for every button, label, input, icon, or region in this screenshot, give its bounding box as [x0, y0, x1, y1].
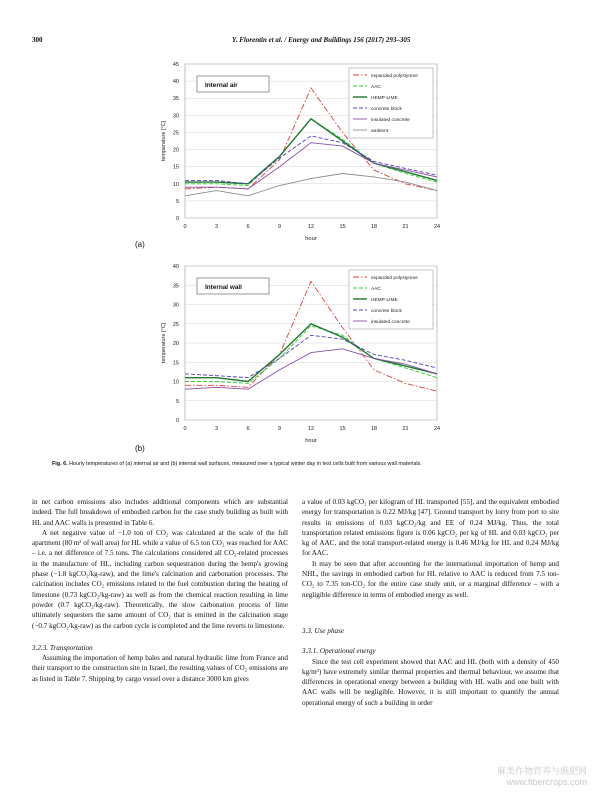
legend-entry: AAC — [371, 287, 381, 292]
x-tick-label: 3 — [214, 426, 219, 432]
legend-entry: insulated concrete — [371, 320, 410, 325]
x-tick-label: 9 — [277, 224, 282, 230]
x-tick-label: 6 — [246, 224, 250, 230]
legend-entry: HEMP-LIME — [371, 96, 398, 101]
running-header — [32, 36, 564, 46]
y-tick-label: 20 — [172, 147, 179, 154]
x-tick-label: 21 — [402, 426, 409, 432]
watermark — [497, 766, 587, 788]
paragraph: A net negative value of −1.0 ton of CO₂ was calculated at the scale of the full apartment (80 m² of wall area) for HL while a value of 6.5 ton CO₂ was reached for AAC – i.e. a net difference of 7.5 tons. The calculations considered all CO₂-related processes in the manufacture of HL, including carbon sequestration during the hemp's growing phase (−1.8 kgCO₂/kg-raw), and the lime's calcination and carbonation processes. The calcination includes CO₂ emissions related to the fuel combustion during the heating of limestone (0.73 kgCO₂/kg-raw) as well as from the chemical reaction resulting in lime powder (0.7 kgCO₂/kg-raw). Theoretically, the slow carbonation process of lime ultimately sequesters the same amount of CO₂ that is emitted in the calcination stage (−0.7 kgCO₂/kg-raw) as the carbon cycle is completed and the lime reverts to limestone. — [32, 528, 288, 630]
y-tick-label: 25 — [172, 321, 179, 328]
page-number: 300 — [32, 36, 43, 44]
legend-entry: insulated concrete — [371, 118, 410, 123]
legend-entry: ambient — [371, 129, 389, 134]
watermark-line-1: 麻类作物营养与施肥网 — [496, 766, 587, 776]
x-tick-label: 6 — [246, 426, 250, 432]
y-tick-label: 5 — [175, 198, 179, 205]
chart-title: Internal wall — [205, 284, 242, 291]
y-tick-label: 40 — [172, 264, 179, 270]
y-tick-label: 10 — [172, 379, 179, 386]
legend-entry: expanded polystyrene — [371, 74, 418, 79]
watermark-line-2: www.fibercrops.com — [506, 777, 587, 787]
left-column — [32, 497, 288, 684]
x-tick-label: 12 — [307, 224, 315, 230]
y-tick-label: 25 — [172, 130, 179, 137]
x-tick-label: 15 — [339, 224, 346, 230]
x-tick-label: 18 — [370, 426, 378, 432]
paragraph: It may be seen that after accounting for the international importation of hemp and NHL, the savings in embodied carbon for HL relative to AAC is reduced from 7.5 ton-CO₂ to 7.35 ton-CO₂ for the entire case study unit, or a marginal difference – with a negligible difference in terms of embodied energy as well. — [302, 559, 559, 599]
y-tick-label: 30 — [172, 302, 179, 309]
y-tick-label: 20 — [172, 341, 179, 347]
legend-entry: AAC — [371, 85, 381, 90]
panel-a-label: (a) — [135, 240, 145, 249]
x-tick-label: 15 — [339, 426, 346, 432]
chart-title: Internal air — [205, 82, 238, 89]
x-tick-label: 21 — [402, 224, 409, 230]
y-tick-label: 0 — [175, 418, 179, 424]
chart-internal-wall — [145, 260, 445, 450]
x-tick-label: 0 — [183, 426, 187, 432]
section-heading-transportation: 3.2.3. Transportation — [32, 643, 93, 652]
section-heading-use-phase: 3.3. Use phase — [302, 626, 345, 635]
legend-entry: expanded polystyrene — [371, 276, 418, 281]
subsection-heading-operational-energy: 3.3.1. Operational energy — [302, 647, 376, 656]
figure-caption — [52, 461, 552, 467]
y-tick-label: 0 — [175, 216, 179, 222]
x-tick-label: 24 — [433, 224, 441, 230]
y-axis-label: temperature [°C] — [161, 120, 167, 162]
y-tick-label: 10 — [172, 181, 179, 188]
x-tick-label: 9 — [277, 426, 282, 432]
y-tick-label: 30 — [172, 113, 179, 120]
y-tick-label: 35 — [172, 283, 179, 290]
x-tick-label: 18 — [370, 224, 378, 230]
panel-b-label: (b) — [135, 444, 145, 453]
y-tick-label: 40 — [172, 79, 179, 86]
x-tick-label: 12 — [307, 426, 315, 432]
paragraph: in net carbon emissions also includes additional components which are substantial indeed. The full breakdown of embodied carbon for the case study building as built with HL and AAC walls is presented in Table 6. — [32, 498, 288, 527]
x-tick-label: 24 — [433, 426, 441, 432]
y-tick-label: 15 — [172, 360, 179, 367]
paragraph: Assuming the importation of hemp bales and natural hydraulic lime from France and their transport to the construction site in Israel, the resulting values of CO₂ emissions are as listed in Table 7. Shipping by cargo vessel over a distance 3000 km gives — [32, 654, 288, 683]
right-column — [302, 497, 559, 708]
y-tick-label: 45 — [172, 62, 179, 68]
chart-internal-air — [145, 58, 445, 248]
y-axis-label: temperature [°C] — [161, 322, 167, 364]
y-tick-label: 5 — [175, 398, 179, 405]
paragraph: a value of 0.03 kgCO₂ per kilogram of HL transported [55], and the equivalent embodied energy for transportation is 0.22 MJ/kg [47]. Ground transport by lorry from port to site results in emissions of 0.03 kgCO₂/kg and EE of 0.24 MJ/kg. Thus, the total transportation related emissions figure is 0.06 kgCO₂ per kg of HL and 0.03 kgCO₂ per kg of AAC, and the total transport-related energy is 0.46 MJ/kg for HL and 0.24 MJ/kg for AAC. — [302, 498, 559, 558]
x-tick-label: 3 — [214, 224, 219, 230]
x-axis-label: hour — [305, 236, 317, 242]
legend-entry: HEMP-LIME — [371, 298, 398, 303]
caption-label: Fig. 6. — [52, 461, 68, 467]
legend-entry: concrete block — [371, 309, 402, 314]
caption-text: Hourly temperatures of (a) internal air and (b) internal wall surfaces, measured over a typical winter day in test cells built from various wall materials. — [69, 461, 422, 467]
paragraph: Since the test cell experiment showed that AAC and HL (both with a density of 450 kg/m³) have extremely similar thermal properties and thermal behaviour, we assume that differences in operational energy between a building with HL walls and one built with AAC walls will be negligible. However, it is still important to quantify the annual operational energy of such a building in order — [302, 657, 559, 707]
x-axis-label: hour — [305, 438, 317, 444]
legend-entry: concrete block — [371, 107, 402, 112]
journal-citation: Y. Florentin et al. / Energy and Buildings 156 (2017) 293–305 — [232, 36, 411, 44]
x-tick-label: 0 — [183, 224, 187, 230]
y-tick-label: 15 — [172, 164, 179, 171]
y-tick-label: 35 — [172, 96, 179, 103]
